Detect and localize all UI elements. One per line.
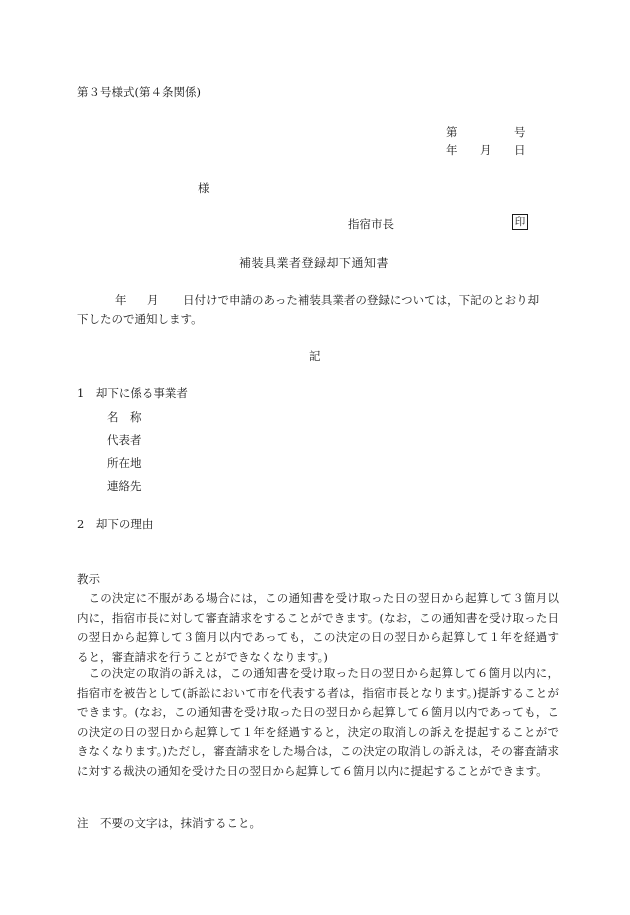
section2-heading: 2 却下の理由 [77, 517, 154, 531]
body-year-label: 年 [115, 293, 127, 307]
body-text-line2: 下したので通知します。 [77, 312, 203, 326]
form-number: 第３号様式(第４条関係) [77, 85, 201, 99]
body-text-line1: 日付けで申請のあった補装具業者の登録については，下記のとおり却 [183, 293, 540, 307]
document-title: 補装具業者登録却下通知書 [239, 256, 390, 270]
representative-label: 代表者 [107, 433, 142, 447]
note-text: 注 不要の文字は，抹消すること。 [77, 816, 261, 830]
instruction-paragraph-1: この決定に不服がある場合には，この通知書を受け取った日の翌日から起算して３箇月以内に，指宿市長に対して審査請求をすることができます。(なお，この通知書を受け取った日の翌日から起算して３箇月以内であっても，この決定の日の翌日から起算して１年を経過すると，審査請求を行うことができなくなります。) [77, 591, 559, 664]
addressee-honorific: 様 [198, 181, 210, 195]
instruction-paragraph-2: この決定の取消の訴えは，この通知書を受け取った日の翌日から起算して６箇月以内に，指宿市を被告として(訴訟において市を代表する者は，指宿市長となります。)提訴することができます。(なお，この通知書を受け取った日の翌日から起算して６箇月以内であっても，この決定の日の翌日から起算して１年を経過すると，決定の取消しの訴えを提起することができなくなります。)ただし，審査請求をした場合は，この決定の取消しの訴えは，その審査請求に対する裁決の通知を受けた日の翌日から起算して６箇月以内に提起することができます。 [77, 666, 559, 778]
business-name-label: 名 称 [107, 410, 142, 424]
ki-heading: 記 [309, 349, 321, 363]
date-day-label: 日 [514, 143, 526, 157]
address-label: 所在地 [107, 456, 142, 470]
body-month-label: 月 [147, 293, 159, 307]
issuer-name: 指宿市長 [348, 217, 394, 231]
doc-number-prefix: 第 [446, 125, 458, 139]
date-month-label: 月 [480, 143, 492, 157]
contact-label: 連絡先 [107, 479, 142, 493]
instruction-heading: 教示 [77, 572, 100, 586]
date-year-label: 年 [446, 143, 458, 157]
seal-mark: 印 [512, 214, 528, 230]
doc-number-suffix: 号 [514, 125, 526, 139]
section1-heading: 1 却下に係る事業者 [77, 386, 188, 400]
